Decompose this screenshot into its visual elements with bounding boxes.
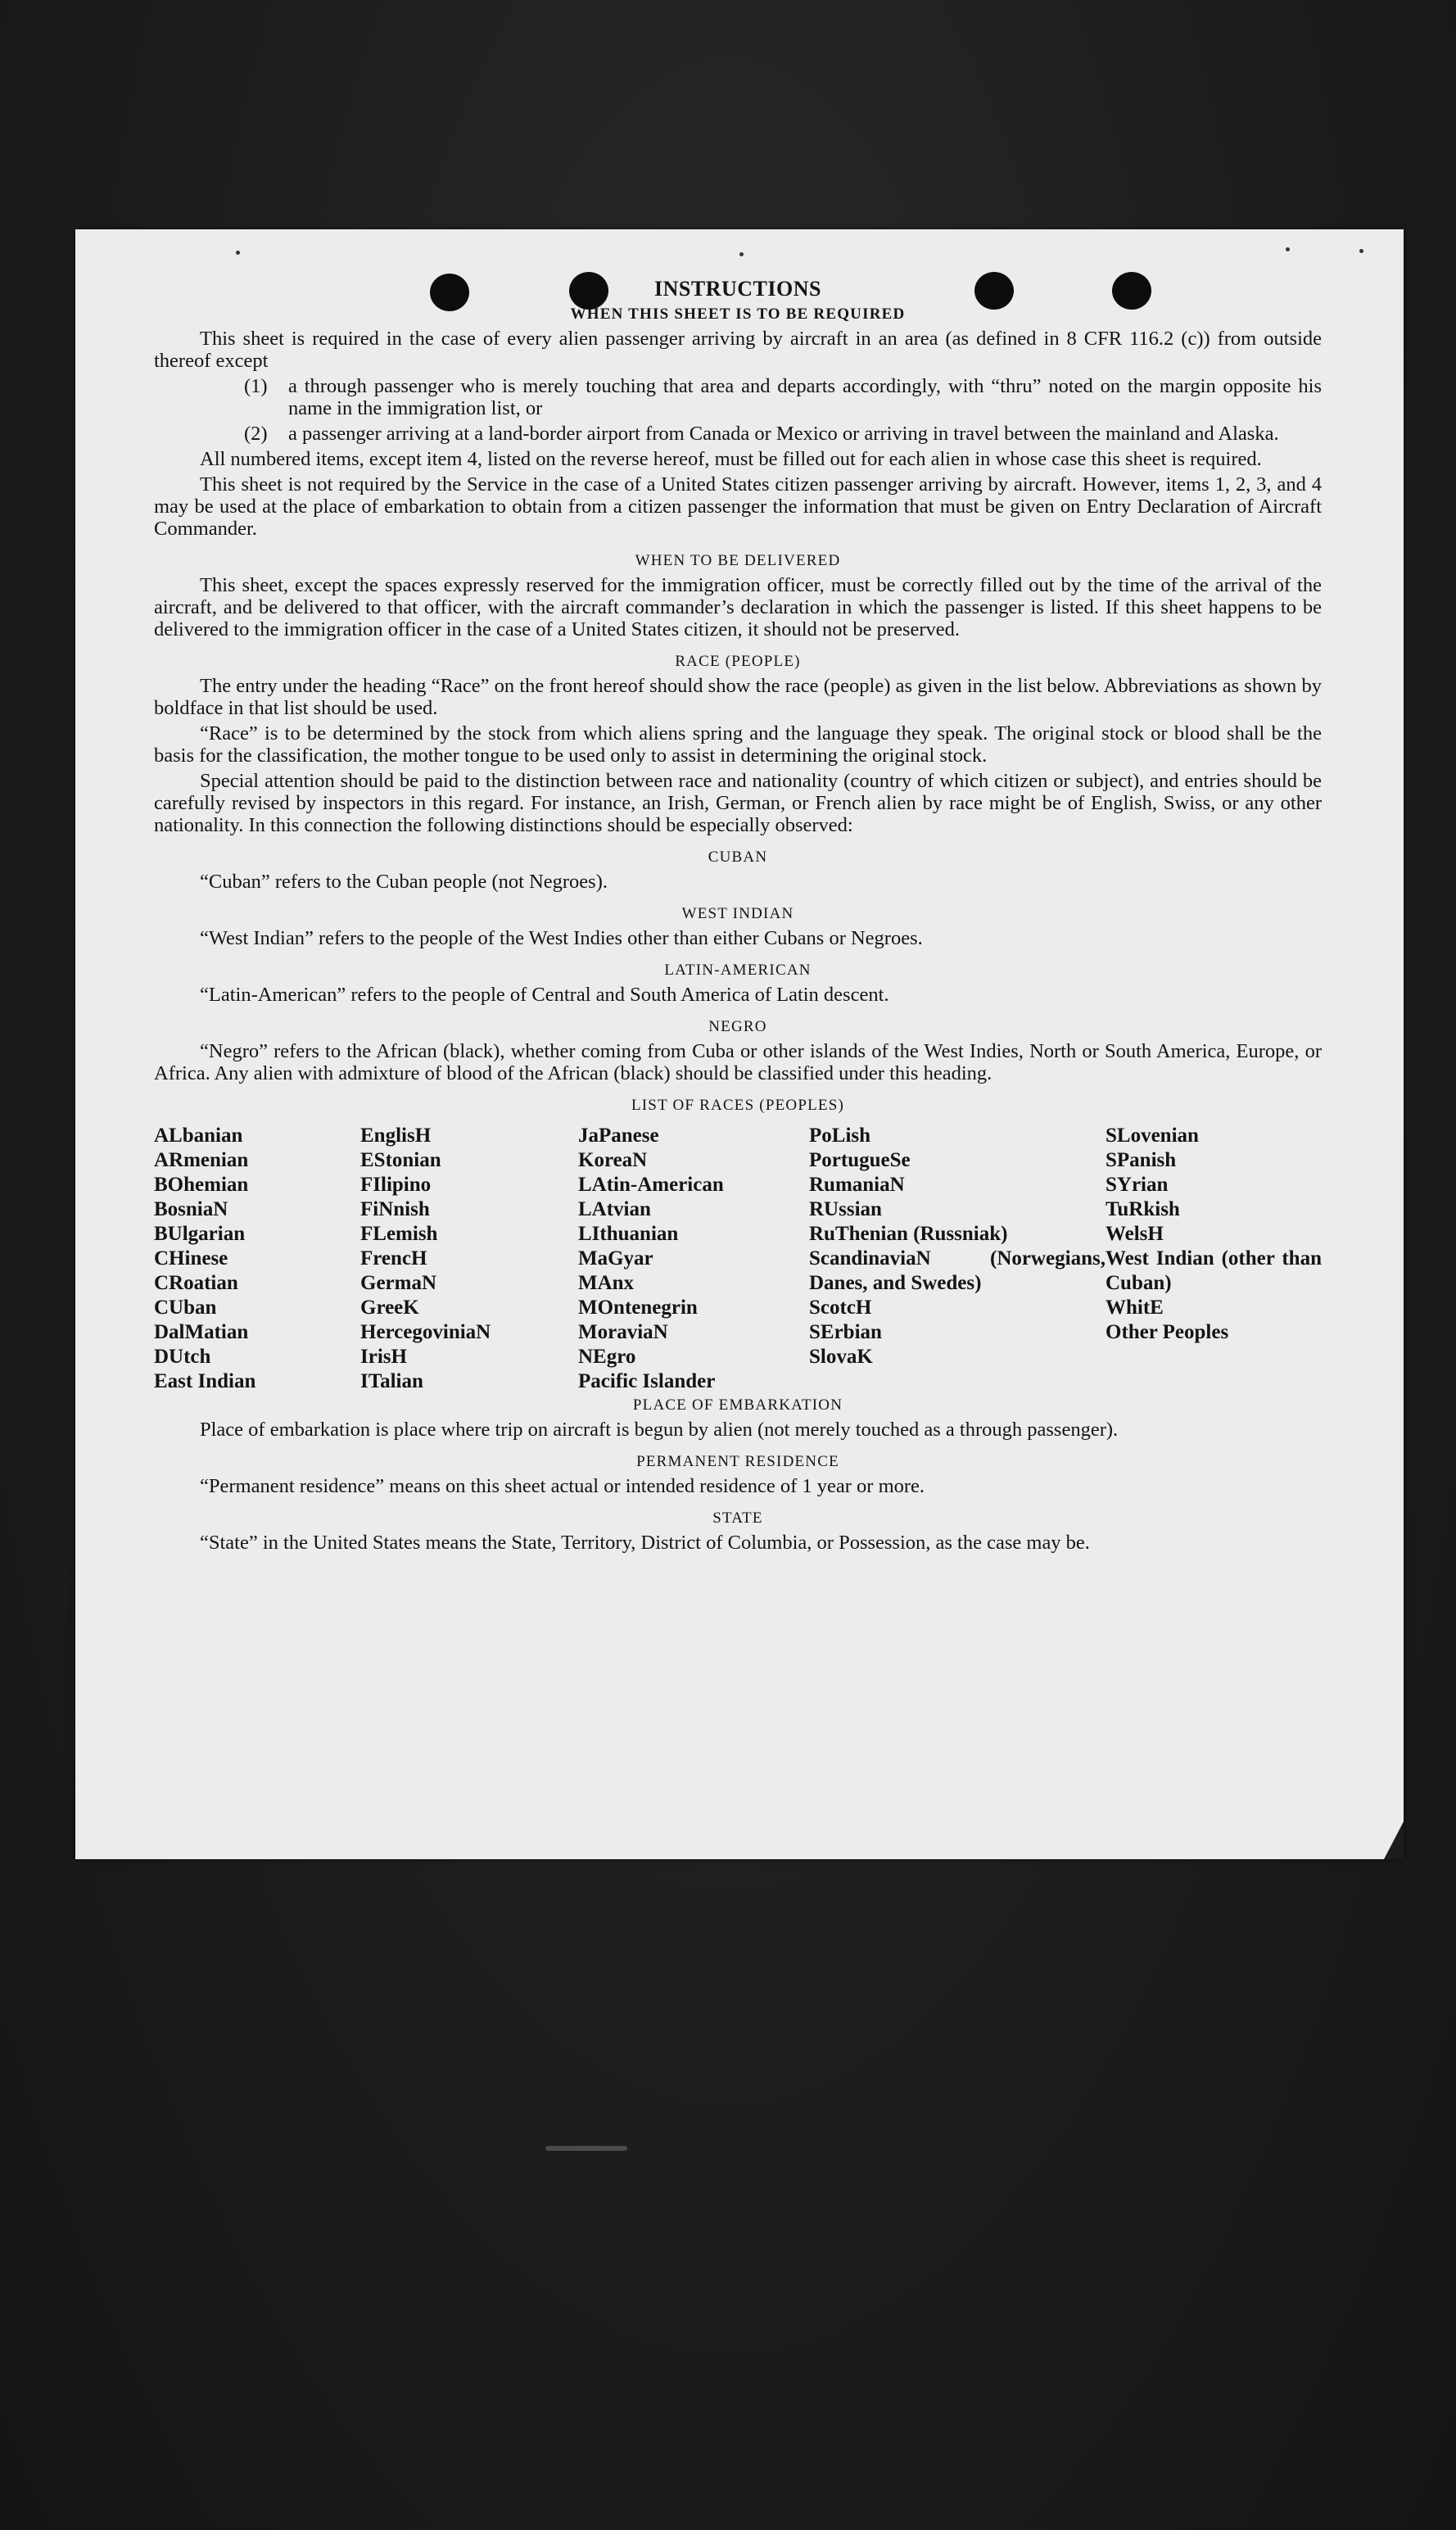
- race-entry: CUban: [154, 1297, 217, 1319]
- heading-race: RACE (PEOPLE): [675, 653, 801, 670]
- race-entry: Pacific Islander: [578, 1370, 716, 1392]
- race-entry: East Indian: [154, 1370, 256, 1392]
- race-entry: MaGyar: [578, 1247, 653, 1270]
- race-entry: SPanish: [1106, 1149, 1177, 1171]
- race-paragraph-2: “Race” is to be determined by the stock from which aliens spring and the language they speak. The original stock or blood shall be the basis for the classification, the mother tongue to be used only to assist in determining the original stock.: [154, 722, 1322, 767]
- race-entry: BOhemian: [154, 1174, 249, 1196]
- race-entry: LAtvian: [578, 1198, 651, 1220]
- race-entry: MOntenegrin: [578, 1297, 698, 1319]
- race-entry: CRoatian: [154, 1272, 238, 1294]
- latin-american-text: “Latin-American” refers to the people of Central and South America of Latin descent.: [200, 984, 889, 1006]
- race-entry: RUssian: [809, 1198, 882, 1220]
- race-entry: FIlipino: [360, 1174, 432, 1196]
- race-entry: GermaN: [360, 1272, 437, 1294]
- race-entry: WhitE: [1106, 1297, 1164, 1319]
- race-entry: MoraviaN: [578, 1321, 668, 1343]
- race-entry: SErbian: [809, 1321, 882, 1343]
- heading-residence: PERMANENT RESIDENCE: [636, 1453, 839, 1470]
- race-entry: IrisH: [360, 1346, 407, 1368]
- heading-west-indian: WEST INDIAN: [681, 905, 794, 922]
- required-intro: This sheet is required in the case of every alien passenger arriving by aircraft in an area (as defined in 8 CFR 116.2 (c)) from outside thereof except: [154, 328, 1322, 372]
- state-text: “State” in the United States means the State, Territory, District of Columbia, or Possession, as the case may be.: [200, 1532, 1090, 1554]
- torn-corner: [1384, 1822, 1404, 1859]
- heading-required: WHEN THIS SHEET IS TO BE REQUIRED: [570, 306, 906, 323]
- heading-state: STATE: [712, 1509, 763, 1527]
- race-entry: LIthuanian: [578, 1223, 679, 1245]
- exception-text: a through passenger who is merely touching that area and departs accordingly, with “thru” noted on the margin opposite his name in the immigration list, or: [288, 375, 1322, 419]
- exception-item-1: [244, 375, 1322, 419]
- race-entry: PortugueSe: [809, 1149, 911, 1171]
- heading-cuban: CUBAN: [708, 849, 768, 866]
- races-list: [154, 1124, 1322, 1394]
- heading-races-list: LIST OF RACES (PEOPLES): [631, 1097, 845, 1114]
- delivered-text: This sheet, except the spaces expressly reserved for the immigration officer, must be correctly filled out by the time of the arrival of the aircraft, and be delivered to that officer, with the aircraft commander’s declaration in which the passenger is listed. If this sheet happens to be delivered to the immigration officer in the case of a United States citizen, it should not be preserved.: [154, 574, 1322, 640]
- race-entry: TuRkish: [1106, 1198, 1180, 1220]
- exception-number: (2): [244, 423, 268, 445]
- race-entry: LAtin-American: [578, 1174, 724, 1196]
- required-numbered-items: All numbered items, except item 4, listed on the reverse hereof, must be filled out for each alien in whose case this sheet is required.: [200, 448, 1262, 470]
- west-indian-text: “West Indian” refers to the people of the West Indies other than either Cubans or Negroes.: [200, 927, 923, 949]
- race-entry: FrencH: [360, 1247, 427, 1270]
- race-entry: ScotcH: [809, 1297, 872, 1319]
- heading-negro: NEGRO: [708, 1018, 767, 1035]
- negro-text: “Negro” refers to the African (black), whether coming from Cuba or other islands of the West Indies, North or South America, Europe, or Africa. Any alien with admixture of blood of the African (black) should be classified under this heading.: [154, 1040, 1322, 1084]
- race-entry: EnglisH: [360, 1125, 432, 1147]
- race-entry: FLemish: [360, 1223, 438, 1245]
- races-column-2: [360, 1124, 578, 1394]
- scan-speck: [1286, 247, 1290, 251]
- race-entry: ITalian: [360, 1370, 423, 1392]
- race-entry: GreeK: [360, 1297, 419, 1319]
- race-entry: ALbanian: [154, 1125, 243, 1147]
- instructions-content: [154, 277, 1322, 1557]
- race-entry: BUlgarian: [154, 1223, 246, 1245]
- race-entry: FiNnish: [360, 1198, 430, 1220]
- required-citizen-note: This sheet is not required by the Service in the case of a United States citizen passenger arriving by aircraft. However, items 1, 2, 3, and 4 may be used at the place of embarkation to obtain from a citizen passenger the information that must be given on Entry Declaration of Aircraft Commander.: [154, 473, 1322, 540]
- scan-speck: [236, 251, 240, 255]
- race-entry: PoLish: [809, 1125, 871, 1147]
- race-entry: CHinese: [154, 1247, 228, 1270]
- race-entry: HercegoviniaN: [360, 1321, 491, 1343]
- race-entry: KoreaN: [578, 1149, 648, 1171]
- race-entry: ARmenian: [154, 1149, 249, 1171]
- race-paragraph-1: The entry under the heading “Race” on the front hereof should show the race (people) as given in the list below. Abbreviations as shown by boldface in that list should be used.: [154, 675, 1322, 719]
- scan-artifact: [545, 2146, 627, 2151]
- race-entry: SYrian: [1106, 1174, 1169, 1196]
- heading-delivered: WHEN TO BE DELIVERED: [635, 552, 841, 569]
- embarkation-text: Place of embarkation is place where trip on aircraft is begun by alien (not merely touched as a through passenger).: [200, 1419, 1119, 1441]
- race-entry: RuThenian (Russniak): [809, 1223, 1008, 1245]
- race-paragraph-3: Special attention should be paid to the distinction between race and nationality (country of which citizen or subject), and entries should be carefully revised by inspectors in this regard. For instance, an Irish, German, or French alien by race might be of English, Swiss, or any other nationality. In this connection the following distinctions should be especially observed:: [154, 770, 1322, 836]
- race-entry: ScandinaviaN (Norwegians, Danes, and Swedes): [809, 1247, 1106, 1294]
- page-title: INSTRUCTIONS: [654, 277, 821, 301]
- document-page: [75, 229, 1404, 1859]
- race-entry: MAnx: [578, 1272, 635, 1294]
- race-entry: DalMatian: [154, 1321, 249, 1343]
- heading-embarkation: PLACE OF EMBARKATION: [632, 1396, 843, 1414]
- race-entry: EStonian: [360, 1149, 441, 1171]
- scan-speck: [739, 252, 744, 256]
- races-column-1: [154, 1124, 360, 1394]
- heading-latin-american: LATIN-AMERICAN: [664, 962, 812, 979]
- race-entry: RumaniaN: [809, 1174, 905, 1196]
- race-entry: West Indian (other than Cuban): [1106, 1247, 1322, 1294]
- race-entry: DUtch: [154, 1346, 211, 1368]
- race-entry: JaPanese: [578, 1125, 659, 1147]
- race-entry: WelsH: [1106, 1223, 1164, 1245]
- residence-text: “Permanent residence” means on this sheet actual or intended residence of 1 year or more.: [200, 1475, 925, 1497]
- cuban-text: “Cuban” refers to the Cuban people (not Negroes).: [200, 871, 608, 893]
- race-entry: SlovaK: [809, 1346, 873, 1368]
- races-column-4: [809, 1124, 1106, 1394]
- race-entry: NEgro: [578, 1346, 636, 1368]
- race-entry: BosniaN: [154, 1198, 228, 1220]
- races-column-5: [1106, 1124, 1322, 1394]
- scan-speck: [1359, 249, 1363, 253]
- race-entry: Other Peoples: [1106, 1321, 1229, 1343]
- exception-number: (1): [244, 375, 268, 397]
- race-entry: SLovenian: [1106, 1125, 1199, 1147]
- exception-text: a passenger arriving at a land-border airport from Canada or Mexico or arriving in travel between the mainland and Alaska.: [288, 423, 1279, 445]
- exception-item-2: [244, 423, 1322, 445]
- races-column-3: [578, 1124, 809, 1394]
